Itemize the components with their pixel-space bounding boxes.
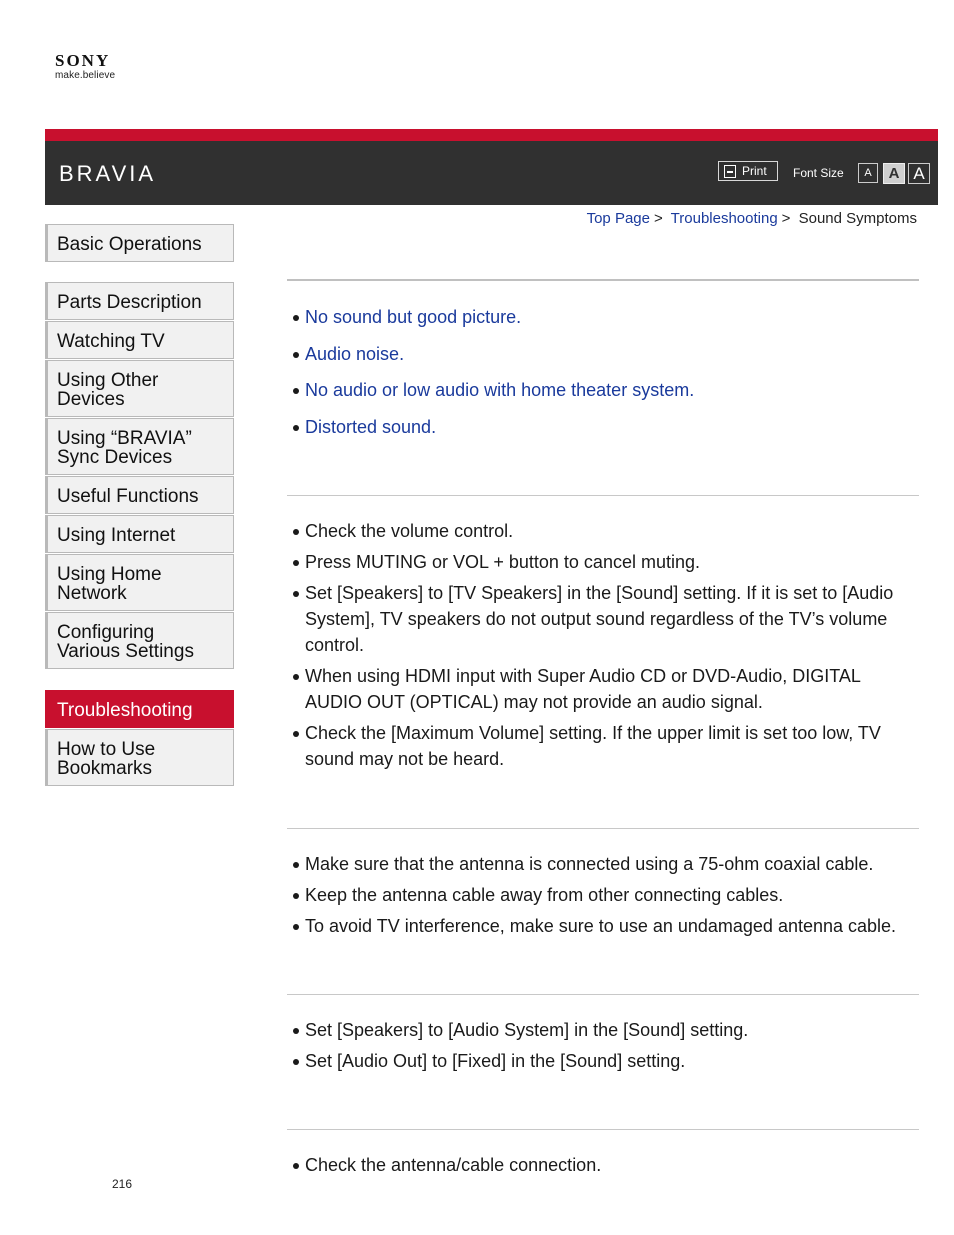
list-item: Set [Audio Out] to [Fixed] in the [Sound] setting. — [292, 1048, 920, 1074]
breadcrumb-link-troubleshooting[interactable]: Troubleshooting — [670, 210, 778, 227]
sidebar-item-using-other-devices[interactable] — [45, 360, 234, 417]
sidebar-item-label: Basic Operations — [57, 234, 202, 255]
font-size-small-button[interactable]: A — [858, 163, 878, 183]
list-item — [292, 341, 920, 367]
breadcrumb-current: Sound Symptoms — [798, 210, 917, 227]
symptom-links-list — [292, 304, 920, 450]
list-item: Make sure that the antenna is connected using a 75-ohm coaxial cable. — [292, 851, 920, 877]
sidebar-item-troubleshooting[interactable] — [45, 690, 234, 728]
print-icon — [724, 165, 736, 178]
sidebar-item-parts-description[interactable] — [45, 282, 234, 320]
list-item: When using HDMI input with Super Audio CD or DVD-Audio, DIGITAL AUDIO OUT (OPTICAL) may not provide an audio signal. — [292, 663, 920, 715]
sidebar-item-basic-operations[interactable] — [45, 224, 234, 262]
list-item: Set [Speakers] to [TV Speakers] in the [Sound] setting. If it is set to [Audio System], TV speakers do not output sound regardless of the TV’s volume control. — [292, 580, 920, 658]
list-item: Set [Speakers] to [Audio System] in the [Sound] setting. — [292, 1017, 920, 1043]
sidebar-item-label: Watching TV — [57, 331, 165, 352]
sidebar-item-label: Useful Functions — [57, 486, 199, 507]
sidebar-item-label: Parts Description — [57, 292, 202, 313]
sidebar-item-label: Using Home Network — [57, 564, 162, 604]
sidebar-item-using-internet[interactable] — [45, 515, 234, 553]
home-theater-tips-list — [292, 1017, 920, 1079]
sidebar-item-label: Using Internet — [57, 525, 176, 546]
list-item — [292, 304, 920, 330]
sidebar-item-how-to-use-bookmarks[interactable] — [45, 729, 234, 786]
sony-logo — [55, 52, 115, 81]
sidebar-item-label: Using Other Devices — [57, 370, 159, 410]
print-button[interactable] — [718, 161, 778, 181]
page-number: 216 — [112, 1177, 133, 1191]
font-size-medium-button[interactable]: A — [883, 163, 905, 184]
link-no-sound-good-picture[interactable]: No sound but good picture. — [305, 307, 522, 327]
section-divider — [287, 1129, 919, 1130]
section-divider — [287, 994, 919, 995]
list-item: Keep the antenna cable away from other connecting cables. — [292, 882, 920, 908]
link-distorted-sound[interactable]: Distorted sound. — [305, 416, 437, 437]
breadcrumb-link-top-page[interactable]: Top Page — [586, 210, 650, 227]
no-sound-tips-list — [292, 518, 920, 777]
sidebar-item-useful-functions[interactable] — [45, 476, 234, 514]
header-bar — [45, 141, 938, 205]
sidebar-item-using-home-network[interactable] — [45, 554, 234, 611]
breadcrumb — [587, 210, 917, 227]
bravia-logo: BRAVIA — [59, 161, 157, 186]
sidebar-item-bravia-sync-devices[interactable] — [45, 418, 234, 475]
link-home-theater-audio[interactable]: No audio or low audio with home theater system. — [305, 380, 695, 400]
font-size-label: Font Size — [793, 166, 844, 180]
list-item: Press MUTING or VOL + button to cancel muting. — [292, 549, 920, 575]
section-divider — [287, 279, 919, 281]
list-item: Check the antenna/cable connection. — [292, 1152, 920, 1178]
list-item: Check the [Maximum Volume] setting. If the upper limit is set too low, TV sound may not be heard. — [292, 720, 920, 772]
sidebar-item-watching-tv[interactable] — [45, 321, 234, 359]
list-item — [292, 377, 920, 403]
sidebar-item-configuring-various-settings[interactable] — [45, 612, 234, 669]
logo-tagline: make.believe — [55, 70, 116, 81]
sidebar-item-label: Configuring Various Settings — [57, 622, 194, 662]
print-label: Print — [742, 164, 767, 178]
section-divider — [287, 828, 919, 829]
sony-logo-text: SONY — [55, 51, 111, 70]
header-accent-bar — [45, 129, 938, 141]
section-divider — [287, 495, 919, 496]
sidebar-item-label: Using “BRAVIA” Sync Devices — [57, 428, 192, 468]
sidebar-item-label: Troubleshooting — [57, 700, 193, 721]
distorted-sound-tips-list — [292, 1152, 920, 1183]
list-item: Check the volume control. — [292, 518, 920, 544]
list-item — [292, 414, 920, 440]
link-audio-noise[interactable]: Audio noise. — [305, 343, 405, 364]
list-item: To avoid TV interference, make sure to use an undamaged antenna cable. — [292, 913, 920, 939]
sidebar-item-label: How to Use Bookmarks — [57, 739, 156, 779]
breadcrumb-separator: > — [653, 210, 663, 227]
audio-noise-tips-list — [292, 851, 920, 944]
breadcrumb-separator: > — [781, 210, 791, 227]
font-size-large-button[interactable]: A — [908, 163, 930, 184]
